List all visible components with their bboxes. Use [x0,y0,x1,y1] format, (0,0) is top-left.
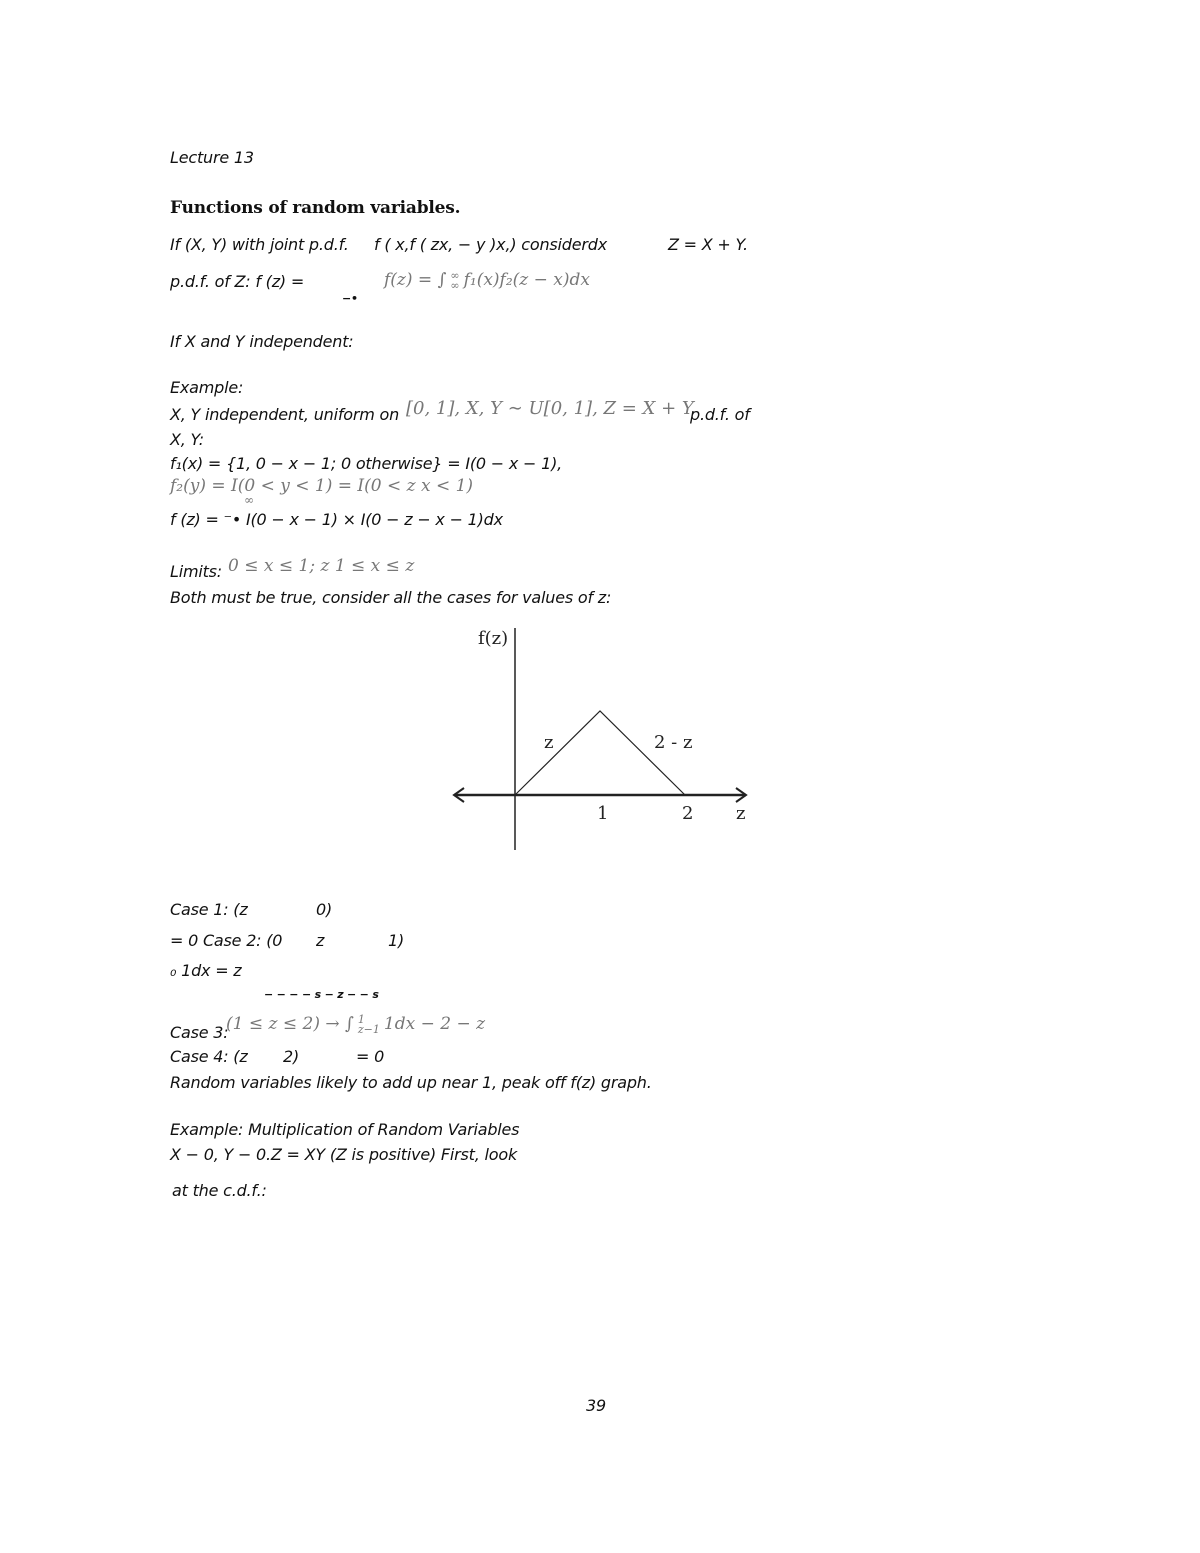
case1-end: 0) [316,900,333,919]
line-joint-pdf-expr: f ( x,f ( zx, − y )x,) considerdx [374,235,607,254]
x-axis-label: z [736,803,746,824]
formula-case3-head: (1 ≤ z ≤ 2) → ∫ [226,1014,354,1034]
case2-label: = 0 Case 2: (0 [170,931,283,950]
formula-limits: 0 ≤ x ≤ 1; z 1 ≤ x ≤ z [228,556,415,576]
triangle-density [515,711,685,795]
case3-label: Case 3: [170,1023,229,1042]
garbled-symbols: − − − − s − z − − s [264,988,379,1001]
case2-z: z [316,931,325,950]
formula-f2-infinity: ∞ [244,493,254,507]
line-independent: If X and Y independent: [170,332,354,351]
fz-triangle-graph [440,620,760,860]
formula-f2: f₂(y) = I(0 < y < 1) = I(0 < z x < 1) [170,476,474,496]
formula-convolution-tail: f₁(x)f₂(z − x)dx [463,270,590,290]
formula-convolution-limits: ∞ ∞ [450,268,460,292]
line-both-true: Both must be true, consider all the cases for values of z: [170,588,612,607]
case4-end: = 0 [356,1047,385,1066]
example-line-uniform: X, Y independent, uniform on [170,405,400,424]
right-slope-label: 2 - z [654,732,693,753]
case2-integral: ₀ 1dx = z [170,961,242,980]
arrow-glyph: −• [342,292,358,305]
example-line-f1: f₁(x) = {1, 0 − x − 1; 0 otherwise} = I(0 − x − 1), [170,454,563,473]
formula-case3-limits: 1 z−1 [357,1012,380,1036]
case4-mid: 2) [283,1047,300,1066]
limits-label: Limits: [170,562,222,581]
example-line-xy: X, Y: [170,430,204,449]
case2-end: 1) [388,931,405,950]
page-number: 39 [586,1396,606,1415]
formula-convolution-head: f(z) = ∫ [384,270,447,290]
lecture-label: Lecture 13 [170,148,254,167]
example-heading: Example: [170,378,244,397]
line-pdf-of-z: p.d.f. of Z: f (z) = [170,272,305,291]
formula-uniform: [0, 1], X, Y ∼ U[0, 1], Z = X + Y [406,398,694,419]
y-axis-label: f(z) [478,628,509,649]
example-line-fz-integral: f (z) = ⁻• I(0 − x − 1) × I(0 − z − x − 1)dx [170,510,503,529]
example2-heading: Example: Multiplication of Random Variables [170,1120,520,1139]
formula-case3 [226,1014,485,1035]
formula-convolution [384,270,590,291]
tick-label-1: 1 [597,803,609,824]
case4-label: Case 4: (z [170,1047,248,1066]
line-joint-pdf: If (X, Y) with joint p.d.f. [170,235,349,254]
line-z-def: Z = X + Y. [668,235,748,254]
example-line-pdf-of: p.d.f. of [690,405,750,424]
left-slope-label: z [544,732,554,753]
section-title: Functions of random variables. [170,198,461,218]
line-peak: Random variables likely to add up near 1, peak off f(z) graph. [170,1073,652,1092]
case1-label: Case 1: (z [170,900,248,919]
example2-line1: X − 0, Y − 0.Z = XY (Z is positive) First, look [170,1145,518,1164]
tick-label-2: 2 [682,803,694,824]
formula-case3-tail: 1dx − 2 − z [383,1014,486,1034]
example2-line2: at the c.d.f.: [172,1181,267,1200]
